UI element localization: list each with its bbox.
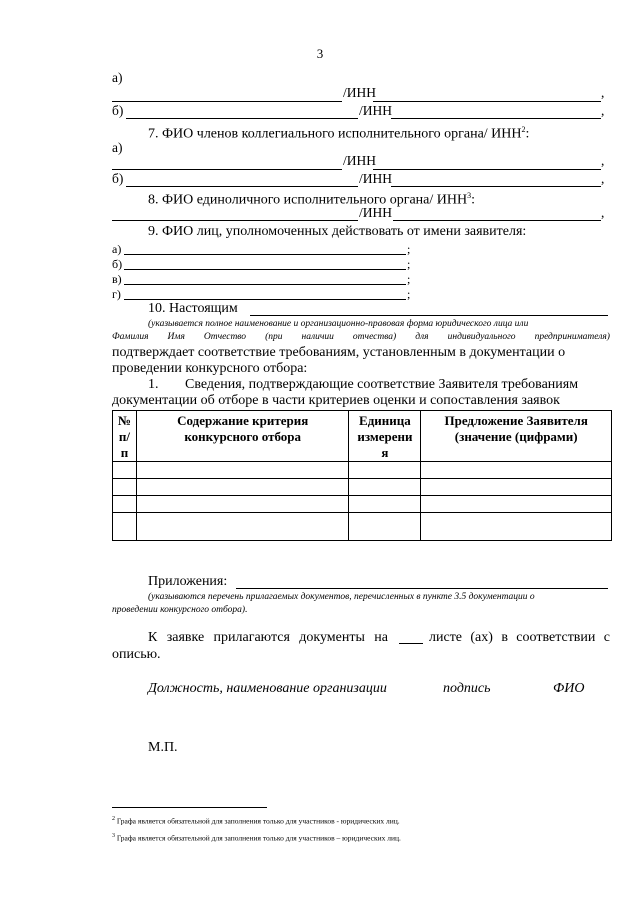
authorized-person-line[interactable] <box>124 284 406 285</box>
table-header-row <box>113 411 612 462</box>
comma: , <box>601 103 605 118</box>
section-7-title: 7. ФИО членов коллегиального исполнительного органа/ ИНН$^2$: <box>148 125 530 142</box>
authorized-person-line[interactable] <box>124 269 406 270</box>
semicolon: ; <box>407 257 411 271</box>
sheet-count-line[interactable] <box>399 643 423 644</box>
header-number: № п/ п <box>113 411 137 462</box>
table-cell[interactable] <box>421 496 612 513</box>
paragraph-text: Сведения, подтверждающие соответствие Заявителя требованиям <box>185 377 579 392</box>
table-row <box>113 513 612 541</box>
name-field-line[interactable] <box>126 118 358 119</box>
table-cell[interactable] <box>113 479 137 496</box>
inn-label: /ИНН <box>343 153 376 168</box>
inn-field-line[interactable] <box>373 169 601 170</box>
item-d-label: г) <box>112 287 121 301</box>
table-cell[interactable] <box>349 462 421 479</box>
inn-label: /ИНН <box>359 205 392 220</box>
name-field-line[interactable] <box>112 220 358 221</box>
signature-fio: ФИО <box>553 681 585 696</box>
comma: , <box>601 171 605 186</box>
table-cell[interactable] <box>113 462 137 479</box>
attachments-hint-2: проведении конкурсного отбора). <box>112 605 248 615</box>
table-row <box>113 462 612 479</box>
header-criterion: Содержание критерия конкурсного отбора <box>136 411 348 462</box>
comma: , <box>601 153 605 168</box>
criteria-table <box>112 410 612 541</box>
semicolon: ; <box>407 242 411 256</box>
name-field-line[interactable] <box>112 169 342 170</box>
applicant-hint-line2: Фамилия Имя Отчество (при наличии отчества) для индивидуального предпринимателя) <box>112 332 610 342</box>
confirmation-text: подтверждает соответствие требованиям, установленным в документации о <box>112 345 566 360</box>
section-9-title: 9. ФИО лиц, уполномоченных действовать от имени заявителя: <box>148 224 527 239</box>
inn-field-line[interactable] <box>391 118 601 119</box>
table-cell[interactable] <box>136 496 348 513</box>
authorized-person-line[interactable] <box>124 254 406 255</box>
table-cell[interactable] <box>421 462 612 479</box>
stamp-label: М.П. <box>148 740 178 755</box>
attachments-label: Приложения: <box>148 574 228 589</box>
item-a-label: а) <box>112 140 123 155</box>
table-cell[interactable] <box>349 496 421 513</box>
semicolon: ; <box>407 287 411 301</box>
item-b-label: б) <box>112 257 123 271</box>
footnote-2: $^2$ Графа является обязательной для заполнения только для участников - юридических лиц. <box>112 816 400 826</box>
enclosed-text-end: листе (ах) в соответствии с <box>429 630 610 645</box>
table-cell[interactable] <box>113 513 137 541</box>
enclosed-text: К заявке прилагаются документы на <box>148 630 388 645</box>
table-cell[interactable] <box>349 513 421 541</box>
paragraph-number: 1. <box>148 377 159 392</box>
item-b-label: б) <box>112 103 124 118</box>
semicolon: ; <box>407 272 411 286</box>
item-a-label: а) <box>112 70 123 85</box>
attachments-hint: (указываются перечень прилагаемых документов, перечисленных в пункте 3.5 документации о <box>148 592 535 602</box>
applicant-hint: (указывается полное наименование и организационно-правовая форма юридического лица или <box>148 319 529 329</box>
inn-field-line[interactable] <box>393 220 601 221</box>
page-number: 3 <box>316 46 324 61</box>
header-unit: Единица измерени я <box>349 411 421 462</box>
table-cell[interactable] <box>349 479 421 496</box>
authorized-person-line[interactable] <box>124 299 406 300</box>
inn-label: /ИНН <box>343 85 376 100</box>
enclosed-text-2: описью. <box>112 647 161 662</box>
section-10-label: 10. Настоящим <box>148 301 238 316</box>
item-a-label: а) <box>112 242 122 256</box>
applicant-name-line[interactable] <box>250 315 608 316</box>
table-cell[interactable] <box>421 479 612 496</box>
item-c-label: в) <box>112 272 122 286</box>
item-b-label: б) <box>112 171 124 186</box>
comma: , <box>601 205 605 220</box>
table-cell[interactable] <box>136 462 348 479</box>
inn-label: /ИНН <box>359 103 392 118</box>
header-proposal: Предложение Заявителя (значение (цифрами) <box>421 411 612 462</box>
signature-position: Должность, наименование организации <box>148 681 387 696</box>
footnote-3: $^3$ Графа является обязательной для заполнения только для участников – юридических лиц. <box>112 833 401 843</box>
table-cell[interactable] <box>136 513 348 541</box>
signature-sign: подпись <box>443 681 491 696</box>
name-field-line[interactable] <box>126 186 358 187</box>
name-field-line[interactable] <box>112 101 342 102</box>
comma: , <box>601 85 605 100</box>
paragraph-text-2: документации об отборе в части критериев оценки и сопоставления заявок <box>112 393 560 408</box>
table-cell[interactable] <box>136 479 348 496</box>
attachments-line[interactable] <box>236 588 608 589</box>
table-cell[interactable] <box>421 513 612 541</box>
table-row <box>113 496 612 513</box>
section-8-title: 8. ФИО единоличного исполнительного органа/ ИНН$^3$: <box>148 191 475 208</box>
table-cell[interactable] <box>113 496 137 513</box>
confirmation-text-2: проведении конкурсного отбора: <box>112 361 308 376</box>
table-row <box>113 479 612 496</box>
inn-field-line[interactable] <box>391 186 601 187</box>
inn-label: /ИНН <box>359 171 392 186</box>
inn-field-line[interactable] <box>373 101 601 102</box>
footnote-separator <box>112 807 267 808</box>
